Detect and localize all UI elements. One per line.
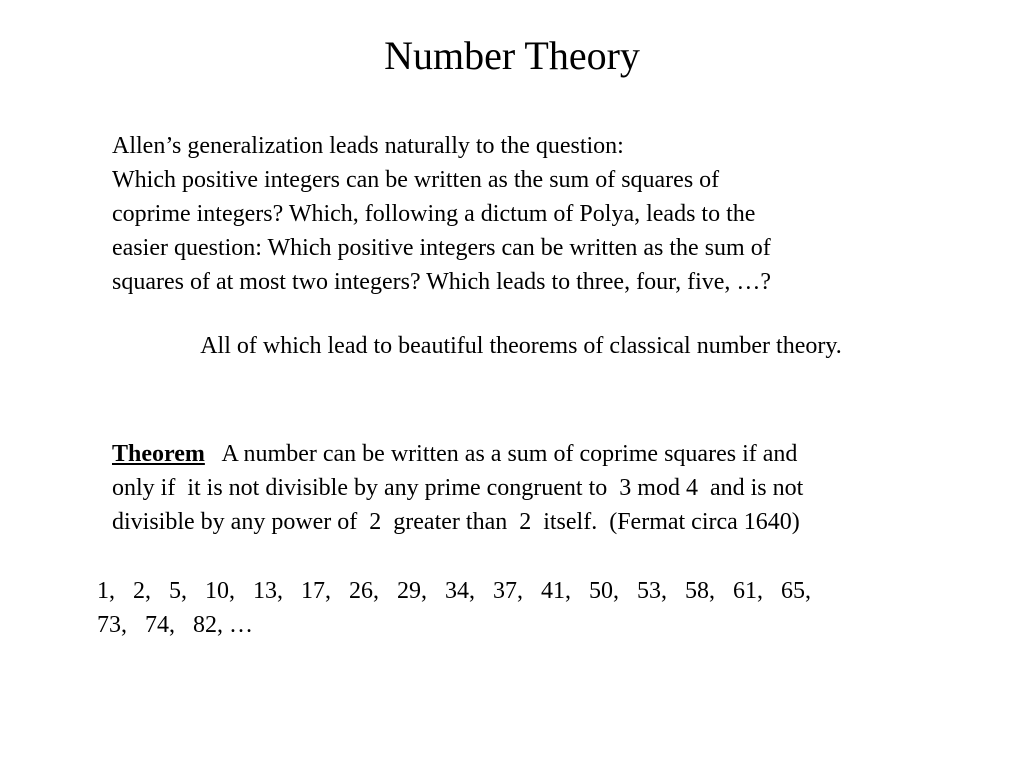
intro-line: squares of at most two integers? Which leads to three, four, five, …? [112,269,772,295]
slide-title: Number Theory [384,33,640,78]
theorem-statement-start: A number can be written as a sum of coprime squares if and [204,441,798,467]
theorem-label: Theorem [112,441,205,467]
sequence-line: 1, 2, 5, 10, 13, 17, 26, 29, 34, 37, 41, 50, 53, 58, 61, 65, [97,578,811,604]
theorem-line: divisible by any power of 2 greater than 2 itself. (Fermat circa 1640) [112,509,800,535]
theorem-line [112,437,992,471]
intro-line: Which positive integers can be written as the sum of squares of [112,167,720,193]
intro-paragraph [112,129,972,299]
sequence-line: 73, 74, 82, … [97,612,253,638]
intro-line: coprime integers? Which, following a dictum of Polya, leads to the [112,201,756,227]
theorem-line: only if it is not divisible by any prime congruent to 3 mod 4 and is not [112,475,804,501]
number-sequence [97,574,957,642]
theorem-block [112,437,992,539]
intro-line: Allen’s generalization leads naturally to the question: [112,133,624,159]
intro-line: easier question: Which positive integers can be written as the sum of [112,235,771,261]
conclusion-text: All of which lead to beautiful theorems of classical number theory. [200,333,842,359]
